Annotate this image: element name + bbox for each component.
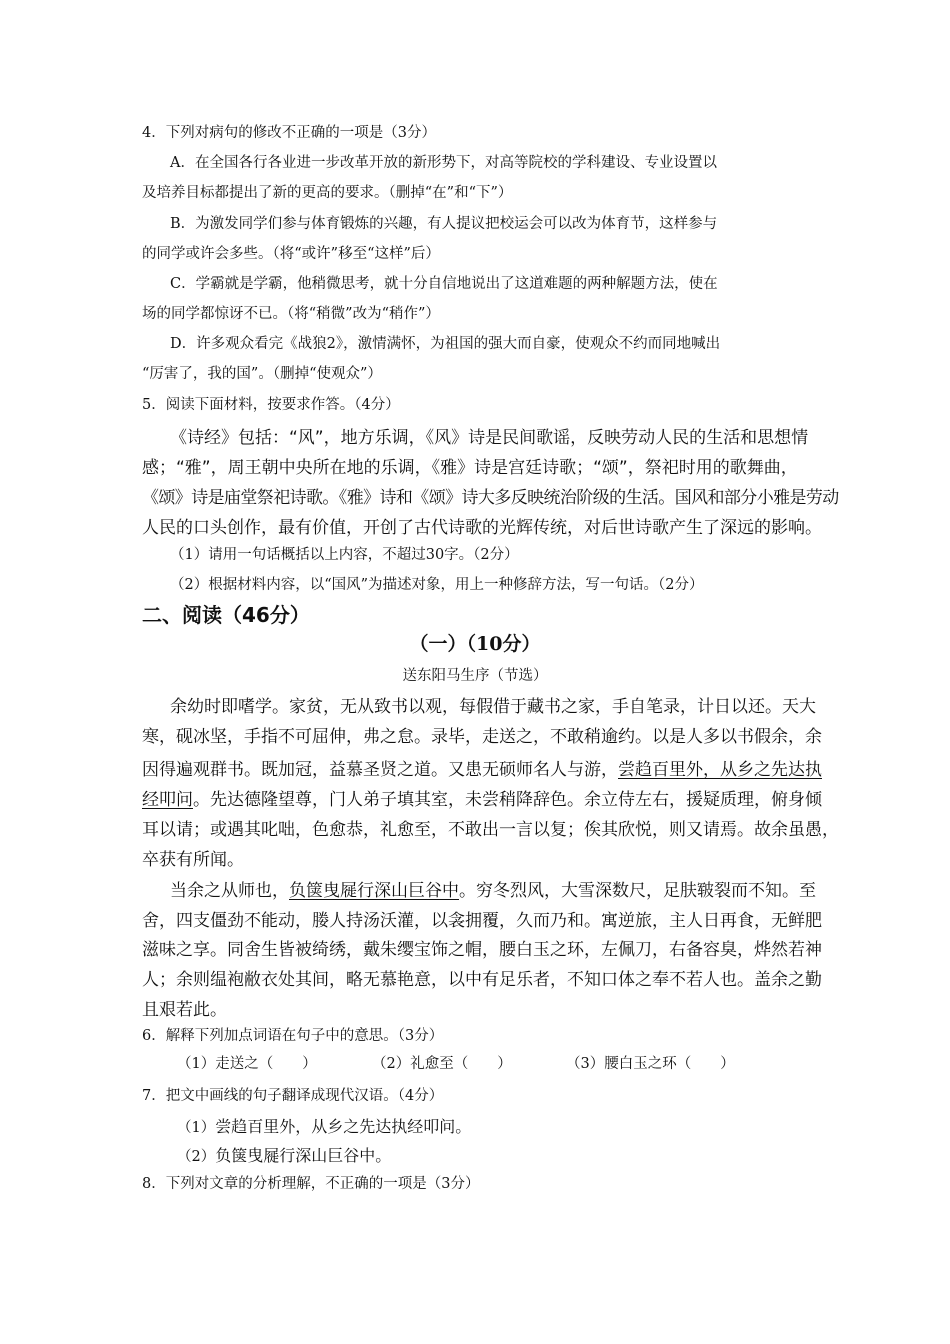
q6-item-3	[566, 1052, 735, 1073]
q4-option-c-line1: C．学霸就是学霸，他稍微思考，就十分自信地说出了这道难题的两种解题方法，使在	[170, 276, 718, 292]
q7-sentence-1-text: 尝趋百里外，从乡之先达执经叩问。	[215, 1117, 472, 1136]
q7-sentence-2-text: 负箧曳屣行深山巨谷中。	[215, 1146, 392, 1165]
q6-item-3-phrase: 腰白玉之环	[604, 1056, 677, 1072]
q6-item-1-number: （1）	[177, 1056, 216, 1072]
passage-title: 送东阳马生序（节选）	[402, 668, 548, 684]
q4-option-b-line1: B．为激发同学们参与体育锻炼的兴趣，有人提议把校运会可以改为体育节，这样参与	[170, 216, 718, 232]
underlined-sentence-1-end: 经叩问	[142, 790, 193, 810]
q5-stem: 5．阅读下面材料，按要求作答。（4分）	[142, 397, 400, 413]
passage-text: 。先达德隆望尊，门人弟子填其室，未尝稍降辞色。余立侍左右，援疑质理，俯身倾	[193, 790, 822, 810]
q6-item-2-number: （2）	[372, 1056, 411, 1072]
passage-p1-line3	[142, 755, 822, 780]
passage-p2-line4: 人；余则缊袍敝衣处其间，略无慕艳意，以中有足乐者，不知口体之奉不若人也。盖余之勤	[142, 970, 822, 990]
q8-stem: 8．下列对文章的分析理解，不正确的一项是（3分）	[142, 1176, 480, 1192]
passage-p2-line1	[170, 876, 816, 901]
q7-stem: 7．把文中画线的句子翻译成现代汉语。（4分）	[142, 1088, 444, 1104]
q6-item-1-blank: （ ）	[258, 1056, 317, 1072]
q6-item-3-blank: （ ）	[676, 1056, 735, 1072]
q6-item-3-number: （3）	[566, 1056, 605, 1072]
part-heading: （一）（10分）	[409, 633, 541, 655]
passage-text: 当余之从师也，	[170, 881, 289, 901]
q7-sentence-1-number: （1）	[177, 1120, 216, 1136]
q4-stem: 4．下列对病句的修改不正确的一项是（3分）	[142, 125, 436, 141]
q4-option-d-line2: “厉害了，我的国”。（删掉“使观众”）	[142, 366, 382, 382]
q4-option-a-line2: 及培养目标都提出了新的更高的要求。（删掉“在”和“下”）	[142, 185, 513, 201]
q5-subquestion-2: （2）根据材料内容，以“国风”为描述对象，用上一种修辞方法，写一句话。（2分）	[170, 577, 704, 593]
passage-p1-line5: 耳以请；或遇其叱咄，色愈恭，礼愈至，不敢出一言以复；俟其欣悦，则又请焉。故余虽愚，	[142, 820, 839, 840]
q5-material-line4: 人民的口头创作，最有价值，开创了古代诗歌的光辉传统，对后世诗歌产生了深远的影响。	[142, 518, 822, 538]
q6-item-2	[372, 1052, 512, 1073]
q7-sentence-2	[177, 1143, 391, 1166]
passage-p1-line2: 寒，砚冰坚，手指不可屈伸，弗之怠。录毕，走送之，不敢稍逾约。以是人多以书假余，余	[142, 727, 822, 747]
passage-p2-line5: 且艰若此。	[142, 1000, 227, 1020]
passage-p2-line2: 舍，四支僵劲不能动，媵人持汤沃灌，以衾拥覆，久而乃和。寓逆旅，主人日再食，无鲜肥	[142, 911, 822, 931]
section-heading: 二、阅读（46分）	[142, 603, 310, 627]
q5-material-line2: 感；“雅”，周王朝中央所在地的乐调，《雅》诗是宫廷诗歌；“颂”，祭祀时用的歌舞曲，	[142, 458, 798, 478]
q5-material-line3: 《颂》诗是庙堂祭祀诗歌。《雅》诗和《颂》诗大多反映统治阶级的生活。国风和部分小雅是劳动	[142, 488, 839, 508]
q6-item-1	[177, 1052, 317, 1073]
passage-p1-line4	[142, 785, 822, 810]
q4-option-c-line2: 场的同学都惊讶不已。（将“稍微”改为“稍作”）	[142, 306, 440, 322]
q7-sentence-2-number: （2）	[177, 1149, 216, 1165]
underlined-sentence-1: 尝趋百里外，从乡之先达执	[618, 760, 822, 780]
q7-sentence-1	[177, 1114, 471, 1137]
q6-item-2-blank: （ ）	[453, 1056, 512, 1072]
q6-item-2-phrase: 礼愈至	[410, 1056, 454, 1072]
q4-option-a-line1: A．在全国各行各业进一步改革开放的新形势下，对高等院校的学科建设、专业设置以	[170, 155, 717, 171]
passage-text: 。穷冬烈风，大雪深数尺，足肤皲裂而不知。至	[459, 881, 816, 901]
passage-text: 因得遍观群书。既加冠，益慕圣贤之道。又患无硕师名人与游，	[142, 760, 618, 780]
passage-p2-line3: 滋味之享。同舍生皆被绮绣，戴朱缨宝饰之帽，腰白玉之环，左佩刀，右备容臭，烨然若神	[142, 940, 822, 960]
q4-option-b-line2: 的同学或许会多些。（将“或许”移至“这样”后）	[142, 246, 440, 262]
passage-p1-line1: 余幼时即嗜学。家贫，无从致书以观，每假借于藏书之家，手自笔录，计日以还。天大	[170, 697, 816, 717]
q5-subquestion-1: （1）请用一句话概括以上内容，不超过30字。（2分）	[170, 547, 519, 563]
passage-p1-line6: 卒获有所闻。	[142, 850, 244, 870]
q5-material-line1: 《诗经》包括：“风”，地方乐调，《风》诗是民间歌谣，反映劳动人民的生活和思想情	[170, 428, 809, 448]
q4-option-d-line1: D．许多观众看完《战狼2》，激情满怀，为祖国的强大而自豪，使观众不约而同地喊出	[170, 336, 721, 352]
q6-stem: 6．解释下列加点词语在句子中的意思。（3分）	[142, 1028, 444, 1044]
underlined-sentence-2: 负箧曳屣行深山巨谷中	[289, 881, 459, 901]
q6-item-1-phrase: 走送之	[215, 1056, 259, 1072]
